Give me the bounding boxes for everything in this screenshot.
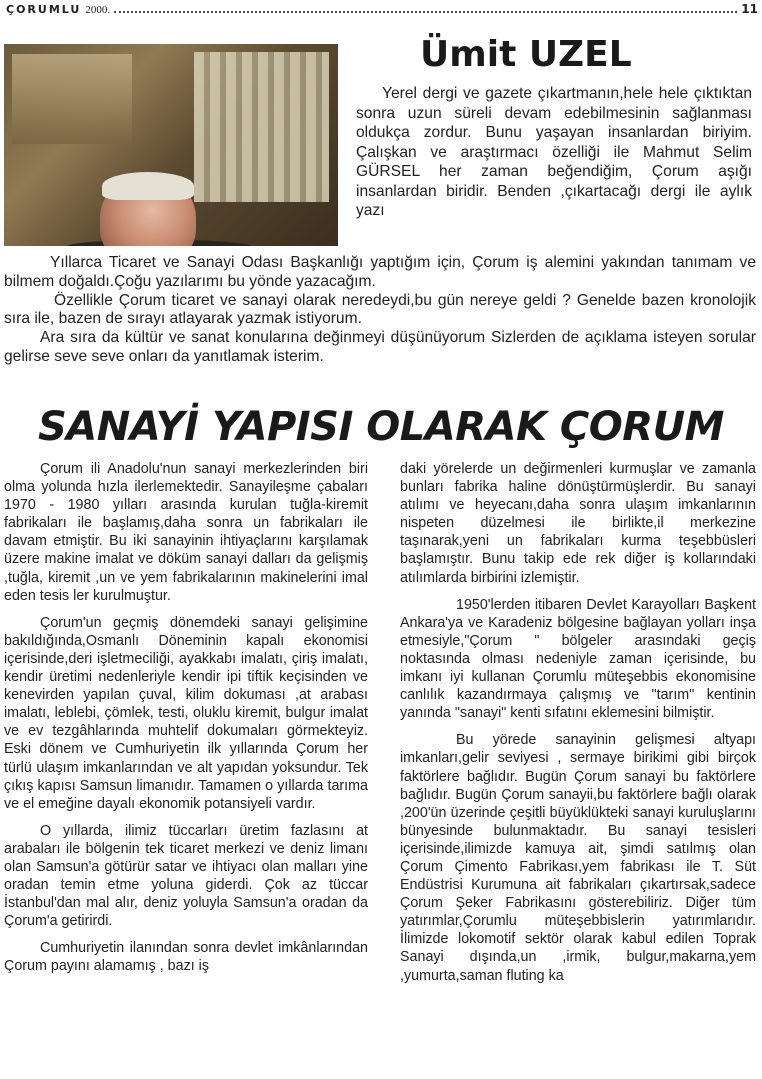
right-paragraph-1: daki yörelerde un değirmenleri kurmuşlar ve zamanla bunları fabrika haline dönüştürmüşlerdir. Bu sanayi atılımı ve heyecanı,daha sonra ulaşım imkanlarının nispeten düzelmesi ile birlikte,il merkezine taşınarak,yeni un fabrikaları kurma teşebbüsleri başlamıştır. Bunu takip ede rek diğer iş kollarındaki atılımlarda birbirini izlemiştir. [400, 461, 756, 586]
author-photo [4, 44, 338, 246]
page-header [6, 2, 758, 20]
article-headline: SANAYİ YAPISI OLARAK ÇORUM [38, 404, 724, 450]
magazine-name: ÇORUMLU [6, 3, 82, 16]
lead-paragraph-1: Yıllarca Ticaret ve Sanayi Odası Başkanlığı yaptığım için, Çorum iş alemini yakından tanımam ve bilmem doğaldı.Çoğu yazılarımı bu yönde yazacağım. [4, 254, 756, 290]
lead-text [4, 254, 756, 367]
photo-hair [102, 172, 194, 200]
left-paragraph-1: Çorum ili Anadolu'nun sanayi merkezlerinden biri olma yolunda hızla ilerlemektedir. Sanayileşme çabaları 1970 - 1980 yılları arasında kurulan tuğla-kiremit fabrikaları ile başlamış,daha sonra un fabrikaları ile davam etmiştir. Bu iki sanayinin ihtiyaçlarını karşılamak üzere makine imalat ve döküm sanayi dalları da gelişmiş ,tuğla, kiremit ,un ve yem fabrikalarının makinelerini imal eden tesis ler kurulmuştur. [4, 461, 368, 604]
photo-window [194, 52, 329, 202]
article-left-column [4, 460, 368, 985]
header-dotted-rule [114, 11, 737, 13]
right-paragraph-2: 1950'lerden itibaren Devlet Karayolları Başkent Ankara'ya ve Karadeniz bölgesine bağlayan yolları inşa etmesiyle,"Çorum " bölgeler arasındaki geçiş noktasında olması nedeniyle zaman içerisinde, bu imkanı iyi kullanan Çorumlu müteşebbis ekonomisine canlılık kazandırmaya çalışmış ve "tarım" kentinin yanında "sanayi" kenti sıfatını eklemesini bilmiştir. [400, 596, 756, 722]
lead-paragraph-3: Ara sıra da kültür ve sanat konularına değinmeyi düşünüyorum Sizlerden de açıklama isteyen sorular gelirse seve seve onları da yanıtlamak isterim. [4, 329, 756, 365]
photo-background [12, 54, 132, 144]
article-right-column [400, 460, 756, 994]
magazine-year: 2000. [85, 4, 111, 16]
page-number: 11 [741, 2, 758, 16]
intro-text [356, 84, 752, 221]
lead-paragraph-2: Özellikle Çorum ticaret ve sanayi olarak neredeydi,bu gün nereye geldi ? Genelde bazen kronolojik sıra ile, bazen de sırayı atlayarak yazmak istiyorum. [4, 291, 756, 328]
left-paragraph-4: Cumhuriyetin ilanından sonra devlet imkânlarından Çorum payını alamamış , bazı iş [4, 940, 368, 975]
left-paragraph-3: O yıllarda, ilimiz tüccarları üretim fazlasını at arabaları ile bölgenin tek ticaret merkezi ve deniz limanı olan Samsun'a götürür satar ve ihtiyacı olan malları yine oradan temin etme yoluna giderdi. Çok az tüccar İstanbul'dan mal alır, deniz yoluyla Samsun'a oradan da Çorum'a getirirdi. [4, 822, 368, 930]
intro-paragraph: Yerel dergi ve gazete çıkartmanın,hele hele çıktıktan sonra uzun süreli devam edebilmesinin sağlanması oldukça zordur. Bunu yaşayan insanlardan biriyim. Çalışkan ve araştırmacı özelliği ile Mahmut Selim GÜRSEL her zaman beğendiğim, Çorum aşığı insanlardan biridir. Benden ,çıkartacağı dergi ile aylık yazı [356, 85, 752, 219]
author-name: Ümit UZEL [420, 34, 632, 75]
right-paragraph-3: Bu yörede sanayinin gelişmesi altyapı imkanları,gelir seviyesi , sermaye birikimi gibi birçok faktörlere bağlıdır. Bugün Çorum sanayi bu faktörlere bağlıdır. Bugün Çorum sanayii,bu faktörlere bağlı olarak ,200'ün üzerinde çeşitli büyüklükteki sanayi kuruluşlarını bünyesinde bulunmaktadır. Bu sanayi tesisleri içerisinde,ilimizde kamuya ait, şimdi satılmış olan Çorum Çimento Fabrikası,yem fabrikası ile T. Süt Endüstrisi Kurumuna ait fabrikaları çıkartırsak,sadece Çorum Şeker Fabrikasını gösterebiliriz. Diğer tüm yatırımlar,Çorumlu müteşebbislerin yatırımlarıdır. İlimizde lokomotif sektör olarak kabul edilen Toprak Sanayi dışında,un ,irmik, bulgur,makarna,yem ,yumurta,saman fluting ka [400, 732, 756, 984]
left-paragraph-2: Çorum'un geçmiş dönemdeki sanayi gelişimine bakıldığında,Osmanlı Döneminin kapalı ekonomisi içerisinde,deri işletmeciliği, ayakkabı imalatı, çiriş imalatı, kendir üretimi nedenleriyle kendir ipi tiftik keçisinden ve kenevirden yapılan çuval, kilim dokuması ,at arabası imalatı, leblebi, çömlek, testi, oluklu kiremit, bulgur imalat ve ev tezgâhlarında muhtelif dokumaları görmekteyiz. Eski dönem ve Cumhuriyetin ilk yıllarında Çorum her türlü ulaşım imkanlarından ve alt yapıdan yoksundur. Tek çıkış kapısı Samsun limanıdır. Tamamen o yıllarda tarıma ve el emeğine dayalı ekonomik potansiyeli vardır. [4, 614, 368, 812]
